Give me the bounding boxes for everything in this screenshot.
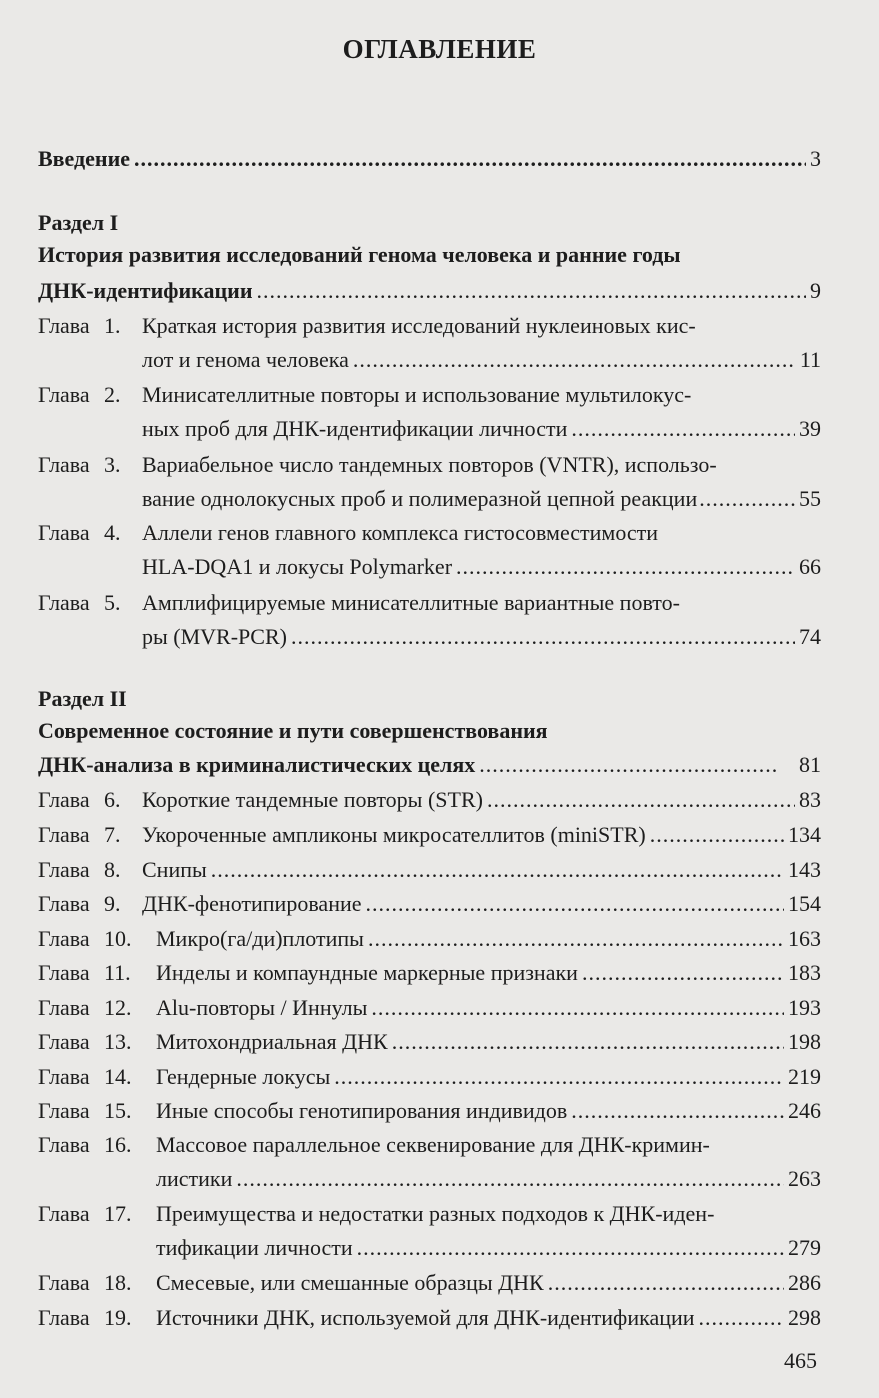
chapter-word: Глава [38,590,90,615]
section2-heading-row [38,750,821,780]
chapter-number: 11. [104,960,131,985]
chapter-word: Глава [38,382,90,407]
chapter-page: 263 [788,1166,821,1191]
chapter-number: 19. [104,1305,132,1330]
dot-leader [371,993,784,1023]
section2-page: 81 [799,752,821,777]
toc-chapter [38,1199,132,1229]
chapter-word: Глава [38,1201,90,1226]
section1-heading: История развития исследований генома человека и ранние годы [38,242,681,267]
chapter-title-row [142,484,821,514]
dot-leader [571,414,795,444]
chapter-title-row [156,1096,821,1126]
chapter-number: 1. [104,313,121,338]
chapter-title-row [142,855,821,885]
chapter-title-row [156,1062,821,1092]
toc-chapter [38,1303,132,1333]
page-title: ОГЛАВЛЕНИЕ [342,34,537,64]
toc-chapter [38,450,121,480]
chapter-title-row [142,889,821,919]
chapter-title: Смесевые, или смешанные образцы ДНК [156,1270,544,1295]
toc-chapter [38,1027,132,1057]
chapter-page: 39 [799,416,821,441]
chapter-title-row [156,993,821,1023]
dot-leader [571,1096,784,1126]
chapter-title-row [156,1164,821,1194]
chapter-word: Глава [38,891,90,916]
section1-page: 9 [810,278,821,303]
dot-leader [392,1027,784,1057]
page-number: 465 [784,1348,817,1373]
chapter-number: 2. [104,382,121,407]
dot-leader [479,750,777,780]
chapter-title: Минисателлитные повторы и использование мультилокус- [142,382,692,407]
chapter-word: Глава [38,313,90,338]
toc-chapter [38,1062,132,1092]
chapter-title-end: ных проб для ДНК-идентификации личности [142,416,568,441]
chapter-word: Глава [38,520,90,545]
chapter-title-end: HLA-DQA1 и локусы Polymarker [142,554,453,579]
dot-leader [211,855,784,885]
chapter-page: 83 [799,787,821,812]
dot-leader [582,958,784,988]
chapter-word: Глава [38,1305,90,1330]
section2-heading: Современное состояние и пути совершенствования [38,718,548,743]
chapter-title-row [142,414,821,444]
chapter-word: Глава [38,926,90,951]
dot-leader [134,144,806,174]
chapter-word: Глава [38,787,90,812]
chapter-title: Иные способы генотипирования индивидов [156,1098,568,1123]
chapter-title: Амплифицируемые минисателлитные вариантные повто- [142,590,680,615]
chapter-number: 6. [104,787,121,812]
chapter-title-end: тификации личности [156,1235,353,1260]
toc-chapter [38,889,121,919]
chapter-word: Глава [38,822,90,847]
chapter-word: Глава [38,1270,90,1295]
dot-leader [699,1303,784,1333]
toc-chapter [38,311,144,341]
chapter-title: Короткие тандемные повторы (STR) [142,787,483,812]
chapter-number: 15. [104,1098,132,1123]
chapter-title-row [142,785,821,815]
section1-heading-end: ДНК-идентификации [38,278,253,303]
chapter-title: ДНК-фенотипирование [142,891,362,916]
chapter-number: 7. [104,822,121,847]
chapter-title: Вариабельное число тандемных повторов (VNTR), использо- [142,452,717,477]
chapter-number: 18. [104,1270,132,1295]
chapter-word: Глава [38,1132,90,1157]
chapter-title: Аллели генов главного комплекса гистосовместимости [142,520,659,545]
chapter-title-row [142,622,821,652]
toc-chapter [38,1130,132,1160]
dot-leader [366,889,784,919]
chapter-title-end: вание однолокусных проб и полимеразной цепной реакции [142,486,698,511]
chapter-title-row [156,924,821,954]
chapter-title: Снипы [142,857,207,882]
chapter-page: 143 [788,857,821,882]
dot-leader [456,552,795,582]
toc-intro-text: Введение [38,146,131,171]
chapter-title: Массовое параллельное секвенирование для ДНК-кримин- [156,1132,710,1157]
chapter-number: 16. [104,1132,132,1157]
chapter-page: 154 [788,891,821,916]
chapter-number: 5. [104,590,121,615]
chapter-number: 3. [104,452,121,477]
toc-chapter [38,993,132,1023]
chapter-word: Глава [38,857,90,882]
chapter-word: Глава [38,960,90,985]
toc-chapter [38,518,121,548]
dot-leader [650,820,784,850]
toc-chapter [38,958,131,988]
toc-intro [38,144,821,174]
chapter-title: Alu-повторы / Иннулы [156,995,368,1020]
chapter-title-row [156,1303,821,1333]
dot-leader [334,1062,784,1092]
chapter-title-row [142,345,821,375]
dot-leader [257,276,806,306]
section1-heading-row [38,276,821,306]
toc-chapter [38,1268,132,1298]
chapter-word: Глава [38,1029,90,1054]
chapter-number: 13. [104,1029,132,1054]
chapter-title: Краткая история развития исследований нуклеиновых кис- [142,313,696,338]
chapter-number: 8. [104,857,121,882]
toc-chapter [38,924,132,954]
chapter-page: 219 [788,1064,821,1089]
chapter-title: Микро(га/ди)плотипы [156,926,364,951]
chapter-title-end: лот и генома человека [142,347,349,372]
chapter-title: Гендерные локусы [156,1064,331,1089]
chapter-title-row [156,1027,821,1057]
chapter-word: Глава [38,452,90,477]
dot-leader [291,622,795,652]
chapter-title-row [156,958,821,988]
chapter-page: 198 [788,1029,821,1054]
chapter-page: 183 [788,960,821,985]
chapter-word: Глава [38,995,90,1020]
dot-leader [548,1268,784,1298]
section2-heading-end: ДНК-анализа в криминалистических целях [38,752,476,777]
dot-leader [368,924,784,954]
chapter-title-row [156,1233,821,1263]
chapter-page: 298 [788,1305,821,1330]
toc-chapter [38,1096,132,1126]
chapter-title-row [142,552,821,582]
toc-chapter [38,588,121,618]
chapter-page: 11 [799,347,821,372]
dot-leader [699,484,797,514]
chapter-number: 4. [104,520,121,545]
toc-intro-page: 3 [810,146,821,171]
chapter-page: 246 [788,1098,821,1123]
dot-leader [487,785,795,815]
chapter-title-end: листики [156,1166,233,1191]
chapter-title-end: ры (MVR-PCR) [142,624,287,649]
section1-label: Раздел I [38,210,119,235]
dot-leader [236,1164,784,1194]
chapter-title-row [156,1268,821,1298]
toc-chapter [38,380,121,410]
chapter-page: 163 [788,926,821,951]
chapter-page: 193 [788,995,821,1020]
chapter-title: Преимущества и недостатки разных подходов к ДНК-иден- [156,1201,715,1226]
chapter-word: Глава [38,1098,90,1123]
chapter-page: 66 [799,554,821,579]
toc-chapter [38,855,121,885]
chapter-number: 17. [104,1201,132,1226]
chapter-number: 14. [104,1064,132,1089]
chapter-word: Глава [38,1064,90,1089]
chapter-title: Инделы и компаундные маркерные признаки [156,960,578,985]
chapter-title: Укороченные ампликоны микросателлитов (miniSTR) [142,822,646,847]
chapter-number: 10. [104,926,132,951]
chapter-title: Источники ДНК, используемой для ДНК-идентификации [156,1305,695,1330]
toc-chapter [38,820,121,850]
section2-label: Раздел II [38,686,127,711]
toc-chapter [38,785,121,815]
chapter-number: 12. [104,995,132,1020]
chapter-page: 286 [788,1270,821,1295]
chapter-title-row [142,820,821,850]
chapter-page: 279 [788,1235,821,1260]
chapter-title: Митохондриальная ДНК [156,1029,388,1054]
chapter-page: 55 [799,486,821,511]
chapter-number: 9. [104,891,121,916]
dot-leader [357,1233,784,1263]
chapter-page: 134 [788,822,821,847]
chapter-page: 74 [799,624,821,649]
dot-leader [353,345,796,375]
